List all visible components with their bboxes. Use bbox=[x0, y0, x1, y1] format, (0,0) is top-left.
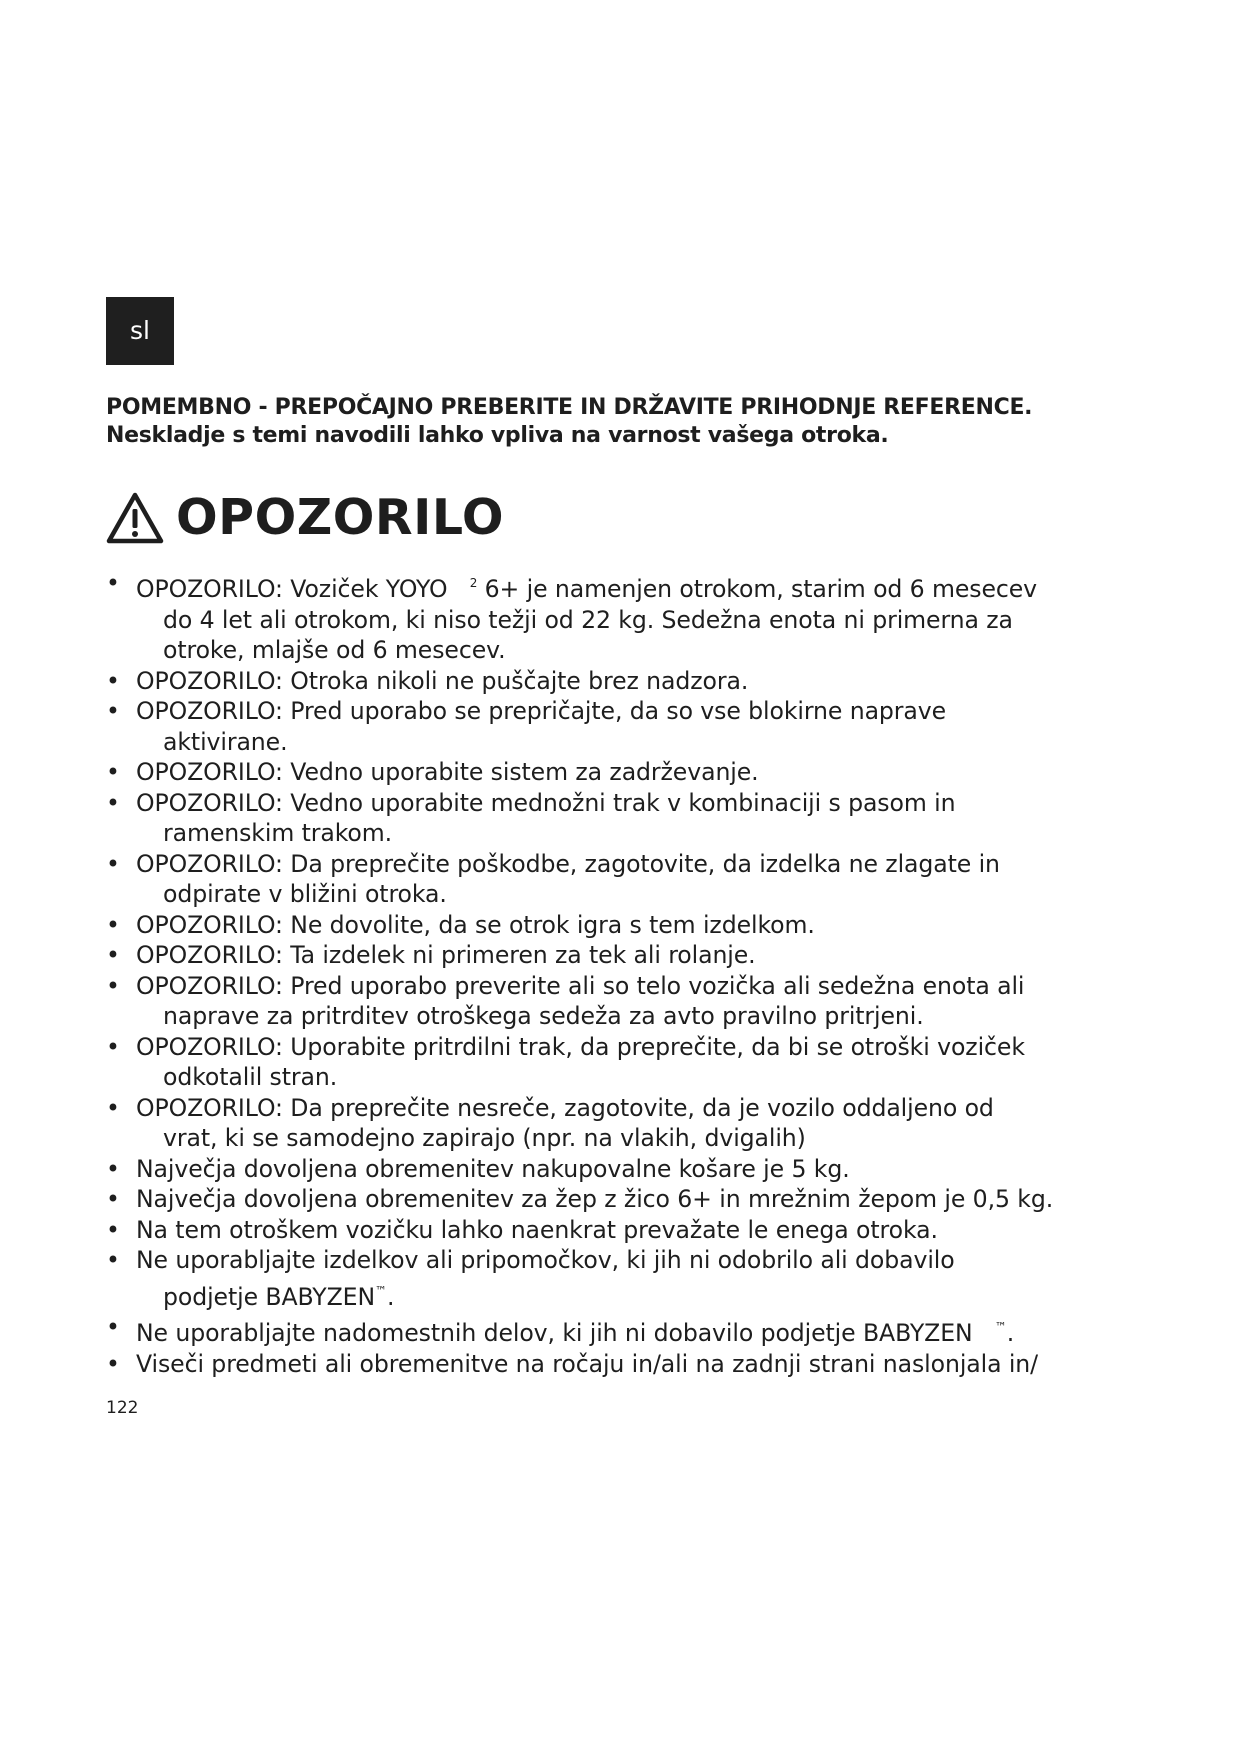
list-item-line: naprave za pritrditev otroškega sedeža za avto pravilno pritrjeni. bbox=[163, 1002, 924, 1030]
list-item-line: OPOZORILO: Pred uporabo se prepričajte, da so vse blokirne naprave bbox=[136, 697, 947, 725]
list-item bbox=[106, 1032, 1146, 1093]
list-item bbox=[106, 1184, 1146, 1215]
list-item-line: otroke, mlajše od 6 mesecev. bbox=[163, 636, 506, 664]
bullet: • bbox=[106, 1093, 120, 1122]
list-item-line: OPOZORILO: Otroka nikoli ne puščajte brez nadzora. bbox=[136, 666, 749, 695]
list-item bbox=[106, 1312, 1146, 1349]
important-notice-line-2: Neskladje s temi navodili lahko vpliva na varnost vašega otroka. bbox=[106, 423, 889, 448]
bullet: • bbox=[106, 1154, 120, 1183]
list-item-line: OPOZORILO: Da preprečite nesreče, zagotovite, da je vozilo oddaljeno od bbox=[136, 1093, 994, 1122]
bullet: • bbox=[106, 1313, 120, 1341]
list-item bbox=[106, 849, 1146, 910]
warning-heading bbox=[106, 486, 504, 550]
bullet: • bbox=[106, 1215, 120, 1244]
bullet: • bbox=[106, 569, 120, 597]
list-item-line: odkotalil stran. bbox=[163, 1063, 338, 1091]
list-item bbox=[106, 910, 1146, 941]
list-item bbox=[106, 1215, 1146, 1246]
list-item-line: odpirate v bližini otroka. bbox=[163, 880, 447, 908]
important-notice-line-1: POMEMBNO - PREPOČAJNO PREBERITE IN DRŽAVITE PRIHODNJE REFERENCE. bbox=[106, 395, 1033, 420]
list-item-line: vrat, ki se samodejno zapirajo (npr. na vlakih, dvigalih) bbox=[163, 1124, 806, 1152]
list-item-line: OPOZORILO: Ne dovolite, da se otrok igra s tem izdelkom. bbox=[136, 910, 815, 939]
bullet: • bbox=[106, 758, 120, 786]
bullet: • bbox=[106, 1246, 120, 1274]
bullet: • bbox=[106, 941, 120, 969]
page-number: 122 bbox=[106, 1398, 139, 1418]
list-item-line: Viseči predmeti ali obremenitve na ročaju in/ali na zadnji strani naslonjala in/ bbox=[136, 1349, 1039, 1378]
list-item-line: Na tem otroškem vozičku lahko naenkrat prevažate le enega otroka. bbox=[136, 1215, 938, 1244]
trademark-superscript: ™ bbox=[994, 1320, 1007, 1334]
list-item-line: Ne uporabljajte nadomestnih delov, ki jih ni dobavilo podjetje BABYZEN ™. bbox=[136, 1319, 1015, 1347]
list-item bbox=[106, 696, 1146, 757]
list-item-line: Največja dovoljena obremenitev za žep z žico 6+ in mrežnim žepom je 0,5 kg. bbox=[136, 1185, 1054, 1213]
bullet: • bbox=[106, 697, 120, 725]
list-item-line: OPOZORILO: Vedno uporabite sistem za zadrževanje. bbox=[136, 758, 759, 786]
language-tab: sl bbox=[106, 297, 174, 365]
list-item-line: do 4 let ali otrokom, ki niso težji od 22 kg. Sedežna enota ni primerna za bbox=[163, 605, 1013, 634]
bullet: • bbox=[106, 1349, 120, 1378]
list-item-line: Največja dovoljena obremenitev nakupovalne košare je 5 kg. bbox=[136, 1154, 850, 1183]
list-item-line: aktivirane. bbox=[163, 727, 288, 756]
bullet: • bbox=[106, 971, 120, 1000]
list-item bbox=[106, 568, 1146, 666]
list-item-line: ramenskim trakom. bbox=[163, 819, 393, 847]
list-item bbox=[106, 788, 1146, 849]
list-item bbox=[106, 1245, 1146, 1312]
list-item-line: OPOZORILO: Pred uporabo preverite ali so telo vozička ali sedežna enota ali bbox=[136, 971, 1025, 1000]
list-item bbox=[106, 757, 1146, 788]
superscript: 2 bbox=[469, 576, 478, 590]
bullet: • bbox=[106, 666, 120, 695]
list-item-line: OPOZORILO: Vedno uporabite mednožni trak v kombinaciji s pasom in bbox=[136, 788, 956, 817]
bullet: • bbox=[106, 1032, 120, 1061]
bullet: • bbox=[106, 788, 120, 817]
warnings-list bbox=[106, 568, 1146, 1379]
list-item bbox=[106, 1349, 1146, 1380]
warning-heading-title: OPOZORILO bbox=[176, 489, 505, 546]
bullet: • bbox=[106, 1185, 120, 1213]
list-item-line: OPOZORILO: Uporabite pritrdilni trak, da preprečite, da bi se otroški voziček bbox=[136, 1032, 1025, 1061]
list-item bbox=[106, 1154, 1146, 1185]
list-item-line: OPOZORILO: Voziček YOYO $^2$ 6+ je namenjen otrokom, starim od 6 mesecev bbox=[136, 575, 1038, 603]
list-item bbox=[106, 1093, 1146, 1154]
list-item bbox=[106, 971, 1146, 1032]
list-item bbox=[106, 940, 1146, 971]
trademark-superscript: ™ bbox=[375, 1283, 387, 1298]
bullet: • bbox=[106, 849, 120, 878]
warning-triangle-icon bbox=[106, 492, 164, 544]
list-item-line: Ne uporabljajte izdelkov ali pripomočkov, ki jih ni odobrilo ali dobavilo bbox=[136, 1246, 955, 1274]
list-item-line: OPOZORILO: Ta izdelek ni primeren za tek ali rolanje. bbox=[136, 941, 756, 969]
list-item-line: OPOZORILO: Da preprečite poškodbe, zagotovite, da izdelka ne zlagate in bbox=[136, 849, 1000, 878]
important-notice bbox=[106, 394, 1126, 450]
list-item bbox=[106, 666, 1146, 697]
bullet: • bbox=[106, 910, 120, 939]
list-item-line: podjetje BABYZEN™. bbox=[163, 1282, 395, 1311]
